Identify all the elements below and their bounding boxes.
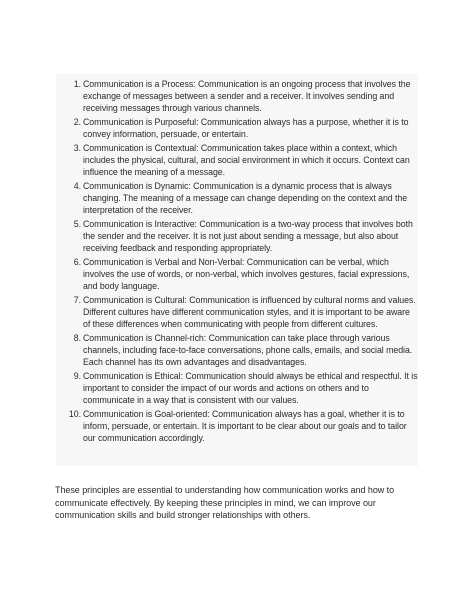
principle-description: Communication is influenced by cultural norms and values. Different cultures have different communication styles, and it is important to be aware of these differences when communicating with people from different cultures.	[83, 294, 416, 330]
principle-term: Communication is Verbal and Non-Verbal :	[83, 257, 247, 267]
list-item-number: 10 .	[57, 408, 81, 420]
principle-term: Communication is Channel-rich :	[83, 333, 209, 343]
list-item-number: 4 .	[65, 180, 81, 192]
list-item-principle-6	[57, 256, 419, 293]
principle-term: Communication is Interactive :	[83, 219, 199, 229]
list-item-number: 1 .	[65, 78, 81, 90]
list-item-number: 5 .	[65, 218, 81, 230]
list-item-principle-4	[57, 180, 419, 217]
list-item-number: 3 .	[65, 142, 81, 154]
principle-description: Communication can take place through various channels, including face-to-face conversations, phone calls, emails, and social media. Each channel has its own advantages and disadvantages.	[83, 332, 413, 368]
list-item-number: 8 .	[65, 332, 81, 344]
list-item-principle-3	[57, 142, 419, 179]
principle-description: Communication always has a purpose, whether it is to convey information, persuade, or entertain.	[83, 117, 409, 140]
principle-description: Communication is a dynamic process that is always changing. The meaning of a message can change depending on the context and the interpretation of the receiver.	[83, 180, 408, 216]
conclusion-paragraph: These principles are essential to understanding how communication works and how to communicate effectively. By keeping these principles in mind, we can improve our communication skills and build stronger relationships with others.	[55, 485, 395, 520]
list-item-number: 6 .	[65, 256, 81, 268]
list-item-principle-8	[57, 332, 419, 369]
list-item-principle-1	[57, 78, 419, 115]
principle-description: Communication should always be ethical and respectful. It is important to consider the impact of our words and actions on others and to communicate in a way that is consistent with our values.	[83, 370, 418, 406]
principle-description: Communication takes place within a context, which includes the physical, cultural, and social environment in which it occurs. Context can influence the meaning of a message.	[83, 142, 410, 178]
principle-description: Communication can be verbal, which involves the use of words, or non-verbal, which involves gestures, facial expressions, and body language.	[83, 256, 410, 292]
list-item-principle-9	[57, 370, 419, 407]
communication-principles-list	[57, 78, 419, 446]
list-item-principle-2	[57, 116, 419, 140]
principle-description: Communication always has a goal, whether it is to inform, persuade, or entertain. It is important to be clear about our goals and to tailor our communication accordingly.	[83, 408, 407, 444]
list-item-principle-7	[57, 294, 419, 331]
list-item-principle-10	[57, 408, 419, 445]
principle-term: Communication is Purposeful :	[83, 117, 201, 127]
list-item-number: 7 .	[65, 294, 81, 306]
list-item-principle-5	[57, 218, 419, 255]
principle-term: Communication is Contextual :	[83, 143, 201, 153]
principle-term: Communication is Dynamic :	[83, 181, 193, 191]
principle-term: Communication is a Process :	[83, 79, 198, 89]
principle-description: Communication is a two-way process that involves both the sender and the receiver. It is not just about sending a message, but also about receiving feedback and responding appropriately.	[83, 218, 413, 254]
principle-description: Communication is an ongoing process that involves the exchange of messages between a sender and a receiver. It involves sending and receiving messages through various channels.	[83, 79, 411, 114]
list-item-number: 9 .	[65, 370, 81, 382]
principle-term: Communication is Goal-oriented :	[83, 409, 212, 419]
principle-term: Communication is Cultural :	[83, 295, 189, 305]
principle-term: Communication is Ethical :	[83, 371, 185, 381]
list-item-number: 2 .	[65, 116, 81, 128]
